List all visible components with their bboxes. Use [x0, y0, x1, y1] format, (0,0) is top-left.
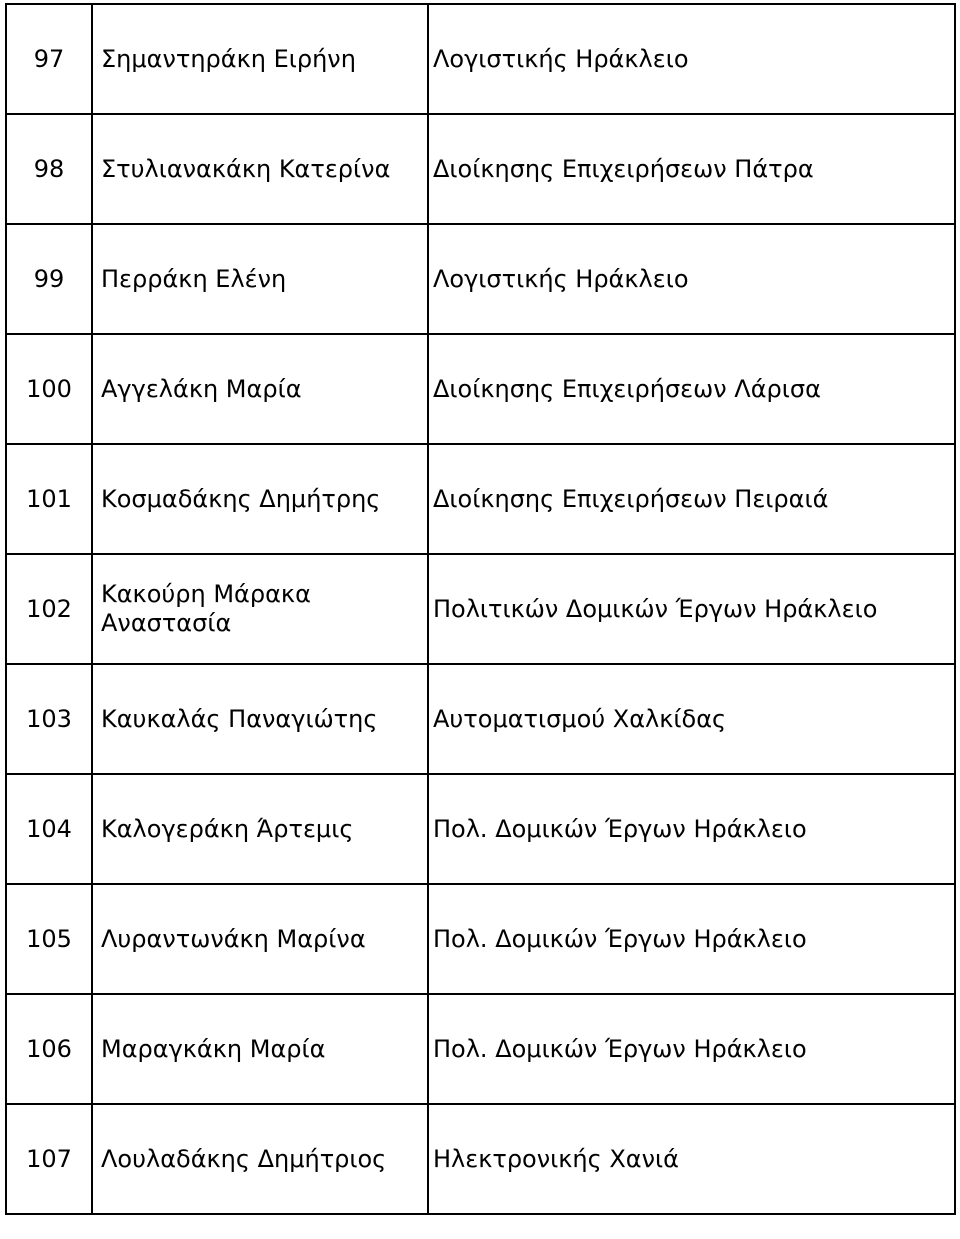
- department: Λογιστικής Ηράκλειο: [428, 224, 955, 334]
- student-name: Αγγελάκη Μαρία: [92, 334, 428, 444]
- table-row: [6, 994, 955, 1104]
- student-name: Μαραγκάκη Μαρία: [92, 994, 428, 1104]
- row-number: 99: [6, 224, 92, 334]
- student-name: Καλογεράκη Άρτεμις: [92, 774, 428, 884]
- row-number: 97: [6, 4, 92, 114]
- table-row: [6, 554, 955, 664]
- department: Διοίκησης Επιχειρήσεων Πειραιά: [428, 444, 955, 554]
- row-number: 98: [6, 114, 92, 224]
- row-number: 102: [6, 554, 92, 664]
- table-row: [6, 1104, 955, 1214]
- department: Ηλεκτρονικής Χανιά: [428, 1104, 955, 1214]
- table-row: [6, 664, 955, 774]
- student-name: Στυλιανακάκη Κατερίνα: [92, 114, 428, 224]
- table-row: [6, 774, 955, 884]
- department: Διοίκησης Επιχειρήσεων Πάτρα: [428, 114, 955, 224]
- department: Πολ. Δομικών Έργων Ηράκλειο: [428, 774, 955, 884]
- row-number: 104: [6, 774, 92, 884]
- department: Πολιτικών Δομικών Έργων Ηράκλειο: [428, 554, 955, 664]
- table-row: [6, 884, 955, 994]
- student-name: Κακούρη Μάρακα Αναστασία: [92, 554, 428, 664]
- department: Πολ. Δομικών Έργων Ηράκλειο: [428, 994, 955, 1104]
- row-number: 106: [6, 994, 92, 1104]
- row-number: 105: [6, 884, 92, 994]
- student-name: Περράκη Ελένη: [92, 224, 428, 334]
- table-row: [6, 4, 955, 114]
- roster-table: [5, 3, 956, 1215]
- department: Λογιστικής Ηράκλειο: [428, 4, 955, 114]
- student-name: Λουλαδάκης Δημήτριος: [92, 1104, 428, 1214]
- table-row: [6, 114, 955, 224]
- student-name: Σημαντηράκη Ειρήνη: [92, 4, 428, 114]
- student-name: Κοσμαδάκης Δημήτρης: [92, 444, 428, 554]
- row-number: 101: [6, 444, 92, 554]
- student-name: Λυραντωνάκη Μαρίνα: [92, 884, 428, 994]
- department: Διοίκησης Επιχειρήσεων Λάρισα: [428, 334, 955, 444]
- row-number: 107: [6, 1104, 92, 1214]
- row-number: 103: [6, 664, 92, 774]
- department: Αυτοματισμού Χαλκίδας: [428, 664, 955, 774]
- row-number: 100: [6, 334, 92, 444]
- table-row: [6, 334, 955, 444]
- table-row: [6, 444, 955, 554]
- table-row: [6, 224, 955, 334]
- department: Πολ. Δομικών Έργων Ηράκλειο: [428, 884, 955, 994]
- student-name: Καυκαλάς Παναγιώτης: [92, 664, 428, 774]
